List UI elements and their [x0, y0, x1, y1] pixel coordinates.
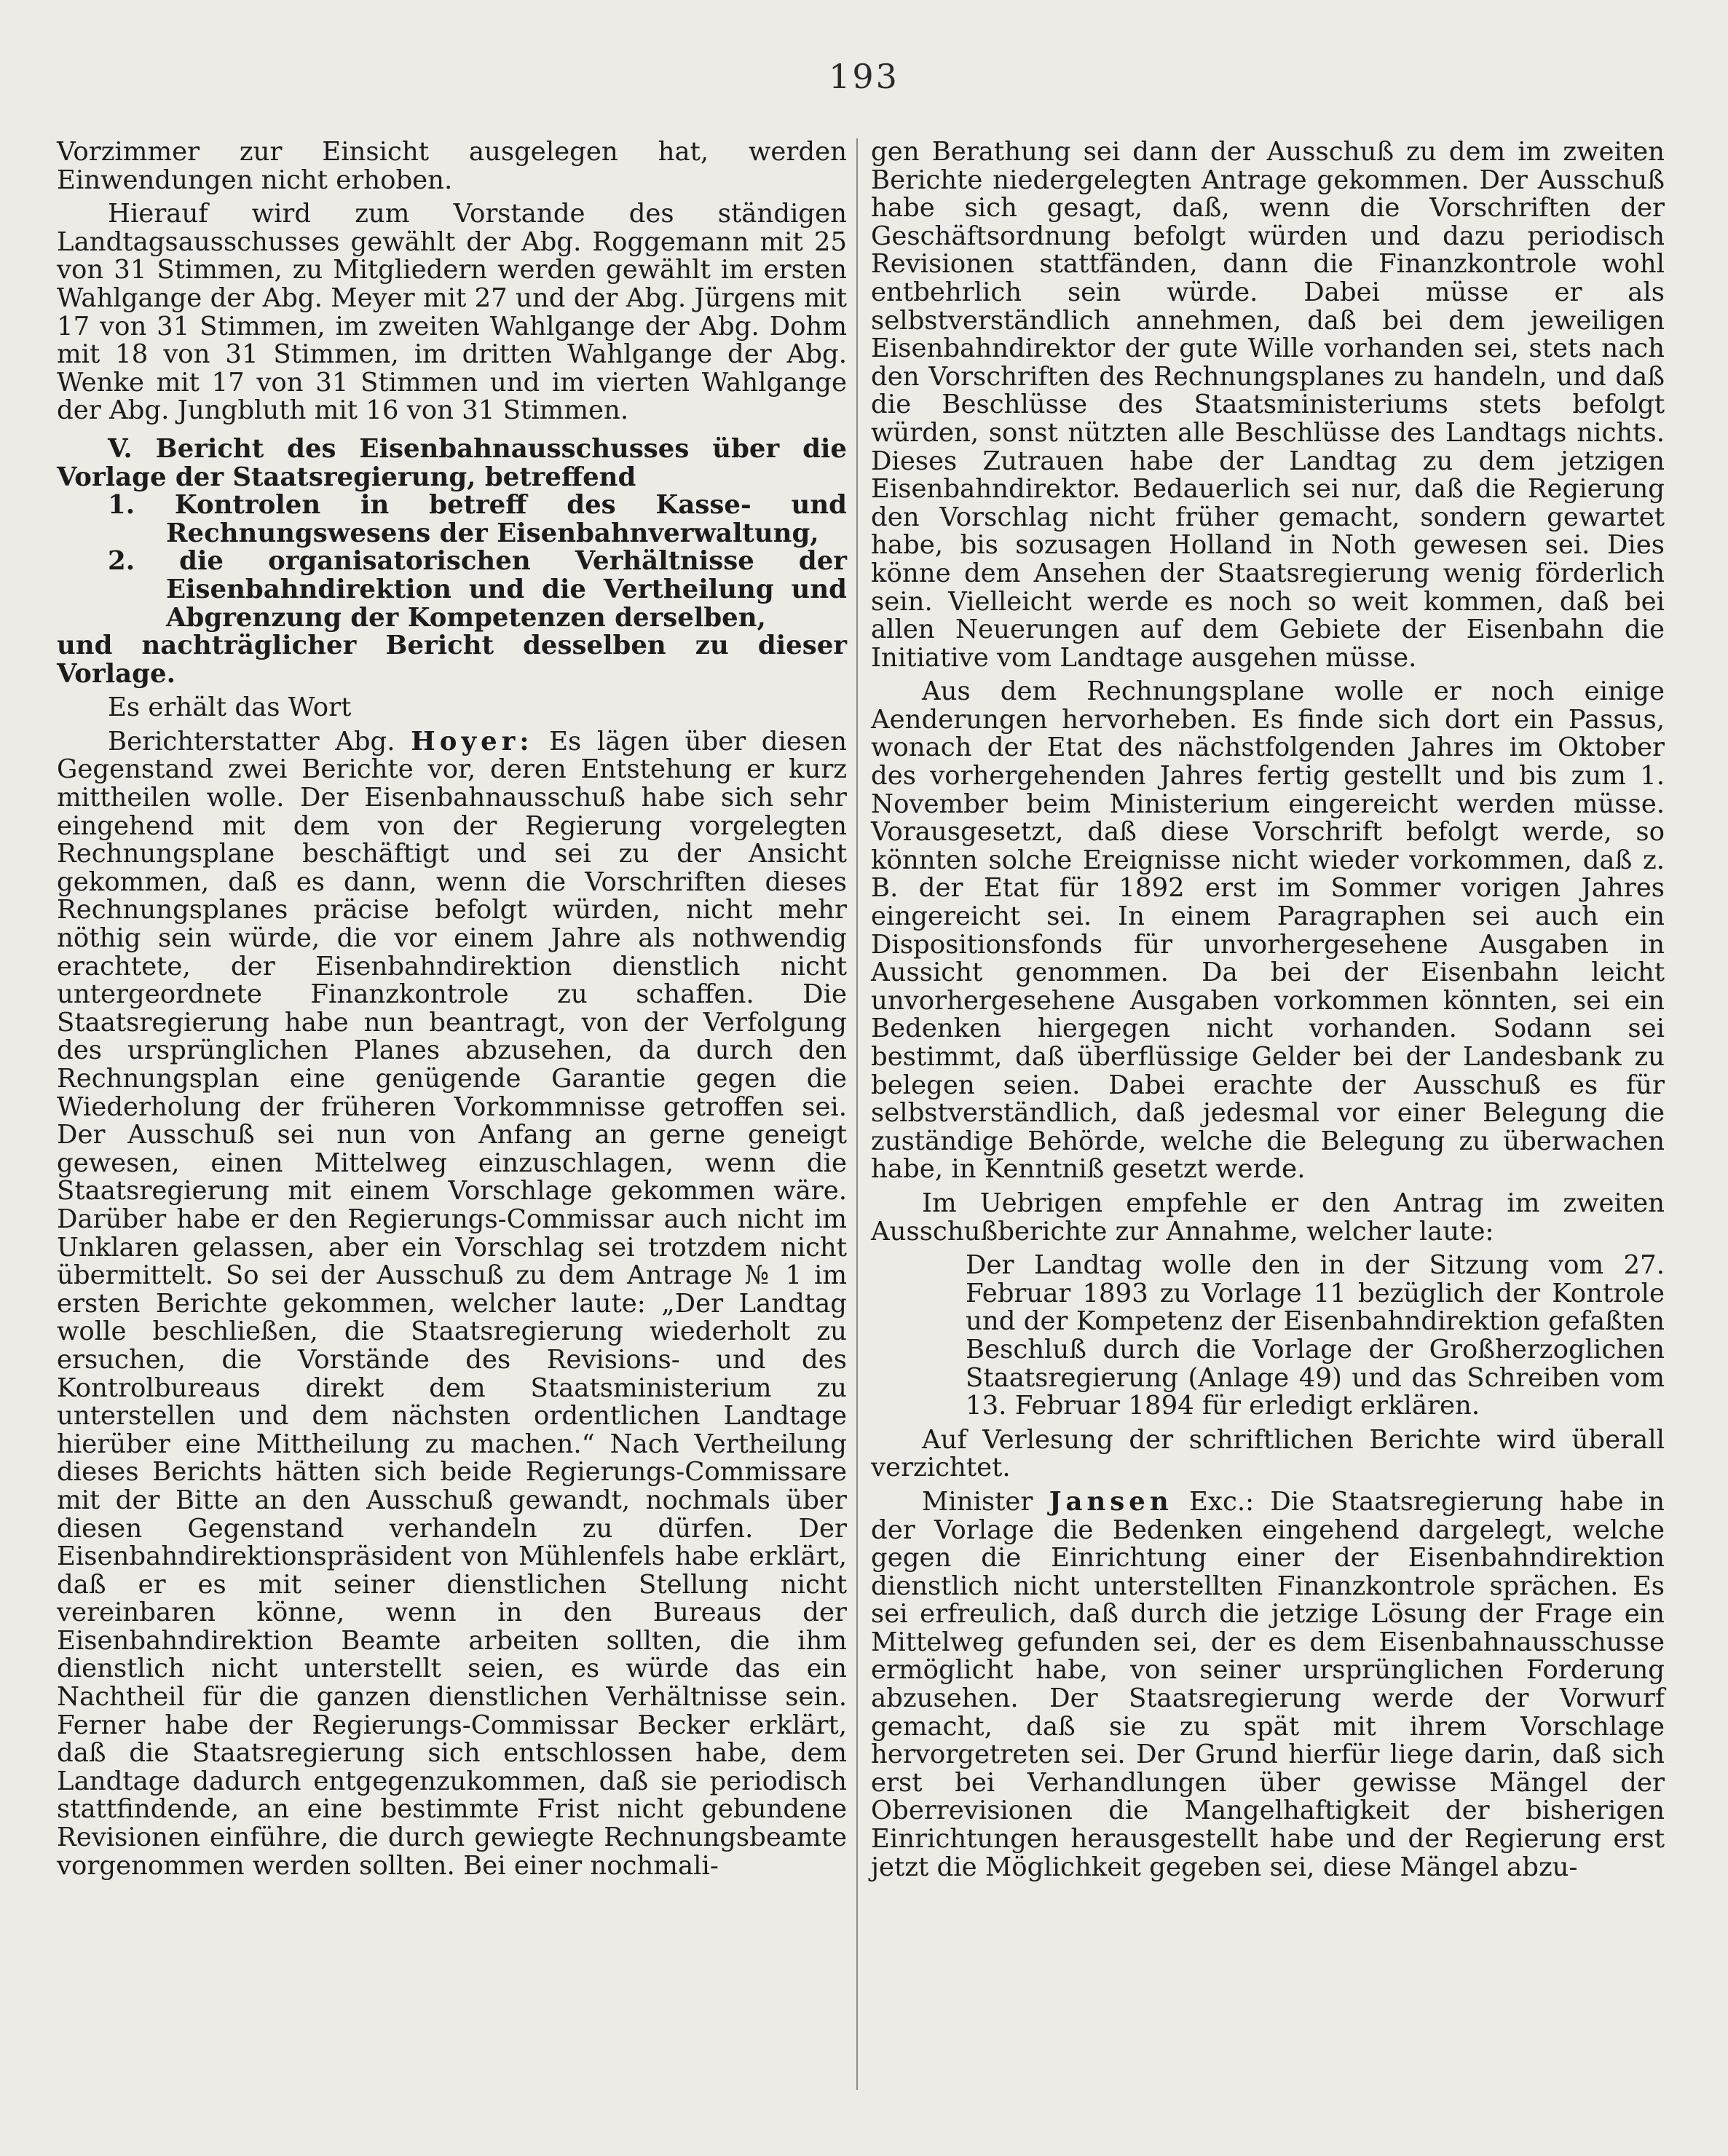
- paragraph-continuation-right: gen Berathung sei dann der Ausschuß zu dem im zweiten Berichte niedergelegten Antrage gekommen. Der Ausschuß habe sich gesagt, daß, wenn die Vorschriften der Geschäftsordnung befolgt würden und dazu periodisch Revisionen stattfänden, dann die Finanzkontrole wohl entbehrlich sein würde. Dabei müsse er als selbstverständlich annehmen, daß bei dem jeweiligen Eisenbahndirektor der gute Wille vorhanden sei, stets nach den Vorschriften des Rechnungsplanes zu handeln, und daß die Beschlüsse des Staatsministeriums stets befolgt würden, sonst nützten alle Beschlüsse des Landtags nichts. Dieses Zutrauen habe der Landtag zu dem jetzigen Eisenbahndirektor. Bedauerlich sei nur, daß die Regierung den Vorschlag nicht früher gemacht, sondern gewartet habe, bis sozusagen Holland in Noth gewesen sei. Dies könne dem Ansehen der Staatsregierung wenig förderlich sein. Vielleicht werde es noch so weit kommen, daß bei allen Neuerungen auf dem Gebiete der Eisenbahn die Initiative vom Landtage ausgehen müsse.: [871, 137, 1665, 673]
- page-number: 193: [829, 57, 899, 96]
- left-column: [57, 138, 847, 1886]
- speaker-role: Berichterstatter Abg.: [108, 726, 395, 757]
- paragraph-continuation: Vorzimmer zur Einsicht ausgelegen hat, werden Einwendungen nicht erhoben.: [57, 137, 847, 195]
- right-column: [871, 138, 1665, 1887]
- agenda-item-2: 2. die organisatorischen Verhältnisse der Eisenbahndirektion und die Vertheilung und Abgrenzung der Kompetenzen derselben,: [108, 546, 847, 633]
- minister-role: Minister: [922, 1486, 1033, 1517]
- speaker-name: Hoyer:: [411, 726, 534, 757]
- paragraph-recommendation: Im Uebrigen empfehle er den Antrag im zweiten Ausschußberichte zur Annahme, welcher laute:: [871, 1188, 1665, 1247]
- minister-title: Exc.:: [1189, 1486, 1255, 1517]
- column-divider: [856, 138, 858, 2090]
- paragraph-report: [57, 728, 847, 1880]
- minister-name: Jansen: [1049, 1486, 1173, 1517]
- agenda-item-1: 1. Kontrolen in betreff des Kasse- und Rechnungswesens der Eisenbahnverwaltung,: [108, 490, 847, 548]
- paragraph-floor: Es erhält das Wort: [108, 692, 352, 723]
- minister-body: Die Staatsregierung habe in der Vorlage die Bedenken eingehend dargelegt, welche gegen die Einrichtung einer der Eisenbahndirektion dienstlich nicht unterstellten Finanzkontrole sprächen. Es sei erfreulich, daß durch die jetzige Lösung der Frage ein Mittelweg gefunden sei, der es dem Eisenbahnausschusse ermöglicht habe, von seiner ursprünglichen Forderung abzusehen. Der Staatsregierung werde der Vorwurf gemacht, daß sie zu spät mit ihrem Vorschlage hervorgetreten sei. Der Grund hierfür liege darin, daß sich erst bei Verhandlungen über gewisse Mängel der Oberrevisionen die Mangelhaftigkeit der bisherigen Einrichtungen herausgestellt habe und der Regierung erst jetzt die Möglichkeit gegeben sei, diese Mängel abzu-: [871, 1486, 1665, 1882]
- paragraph-minister: [871, 1488, 1665, 1881]
- agenda-heading-lead: V. Bericht des Eisenbahnausschusses über die Vorlage der Staatsregierung, betreffend: [57, 433, 847, 492]
- motion-quote: Der Landtag wolle den in der Sitzung vom 27. Februar 1893 zu Vorlage 11 bezüglich der Kontrole und der Kompetenz der Eisenbahndirektion gefaßten Beschluß durch die Vorlage der Großherzoglichen Staatsregierung (Anlage 49) und das Schreiben vom 13. Februar 1894 für erledigt erklären.: [966, 1250, 1665, 1421]
- paragraph-accounting-plan: Aus dem Rechnungsplane wolle er noch einige Aenderungen hervorheben. Es finde sich dort ein Passus, wonach der Etat des nächstfolgenden Jahres im Oktober des vorhergehenden Jahres fertig gestellt und bis zum 1. November beim Ministerium eingereicht werden müsse. Vorausgesetzt, daß diese Vorschrift befolgt werde, so könnten solche Ereignisse nicht wieder vorkommen, daß z. B. der Etat für 1892 erst im Sommer vorigen Jahres eingereicht sei. In einem Paragraphen sei auch ein Dispositionsfonds für unvorhergesehene Ausgaben in Aussicht genommen. Da bei der Eisenbahn leicht unvorhergesehene Ausgaben vorkommen könnten, sei ein Bedenken hiergegen nicht vorhanden. Sodann sei bestimmt, daß überflüssige Gelder bei der Landesbank zu belegen seien. Dabei erachte der Ausschuß es für selbstverständlich, daß jedesmal vor einer Belegung die zuständige Behörde, welche die Belegung zu überwachen habe, in Kenntniß gesetzt werde.: [871, 676, 1665, 1185]
- agenda-heading: [57, 435, 847, 688]
- report-body: Es lägen über diesen Gegenstand zwei Berichte vor, deren Entstehung er kurz mittheilen wolle. Der Eisenbahnausschuß habe sich sehr eingehend mit dem von der Regierung vorgelegten Rechnungsplane beschäftigt und sei zu der Ansicht gekommen, daß es dann, wenn die Vorschriften dieses Rechnungsplanes präcise befolgt würden, nicht mehr nöthig sein würde, die vor einem Jahre als nothwendig erachtete, der Eisenbahndirektion dienstlich nicht untergeordnete Finanzkontrole zu schaffen. Die Staatsregierung habe nun beantragt, von der Verfolgung des ursprünglichen Planes abzusehen, da durch den Rechnungsplan eine genügende Garantie gegen die Wiederholung der früheren Vorkommnisse getroffen sei. Der Ausschuß sei nun von Anfang an gerne geneigt gewesen, einen Mittelweg einzuschlagen, wenn die Staatsregierung mit einem Vorschlage gekommen wäre. Darüber habe er den Regierungs-Commissar auch nicht im Unklaren gelassen, aber ein Vorschlag sei trotzdem nicht übermittelt. So sei der Ausschuß zu dem Antrage № 1 im ersten Berichte gekommen, welcher laute: „Der Landtag wolle beschließen, die Staatsregierung wiederholt zu ersuchen, die Vorstände des Revisions- und des Kontrolbureaus direkt dem Staatsministerium zu unterstellen und dem nächsten ordentlichen Landtage hierüber eine Mittheilung zu machen.“ Nach Vertheilung dieses Berichts hätten sich beide Regierungs-Commissare mit der Bitte an den Ausschuß gewandt, nochmals über diesen Gegenstand verhandeln zu dürfen. Der Eisenbahndirektionspräsident von Mühlenfels habe erklärt, daß er es mit seiner dienstlichen Stellung nicht vereinbaren könne, wenn in den Bureaus der Eisenbahndirektion Beamte arbeiten sollten, die ihm dienstlich nicht unterstellt seien, es würde das ein Nachtheil für die ganzen dienstlichen Verhältnisse sein. Ferner habe der Regierungs-Commissar Becker erklärt, daß die Staatsregierung sich entschlossen habe, dem Landtage dadurch entgegenzukommen, daß sie periodisch stattfindende, an eine bestimmte Frist nicht gebundene Revisionen einführe, die durch gewiegte Rechnungsbeamte vorgenommen werden sollten. Bei einer nochmali-: [57, 726, 847, 1881]
- agenda-heading-tail: und nachträglicher Bericht desselben zu dieser Vorlage.: [57, 631, 847, 689]
- paragraph-waiver: Auf Verlesung der schriftlichen Berichte wird überall verzichtet.: [871, 1424, 1665, 1483]
- paragraph-election: Hierauf wird zum Vorstande des ständigen Landtagsausschusses gewählt der Abg. Roggemann mit 25 von 31 Stimmen, zu Mitgliedern werden gewählt im ersten Wahlgange der Abg. Meyer mit 27 und der Abg. Jürgens mit 17 von 31 Stimmen, im zweiten Wahlgange der Abg. Dohm mit 18 von 31 Stimmen, im dritten Wahlgange der Abg. Wenke mit 17 von 31 Stimmen und im vierten Wahlgange der Abg. Jungbluth mit 16 von 31 Stimmen.: [57, 199, 847, 426]
